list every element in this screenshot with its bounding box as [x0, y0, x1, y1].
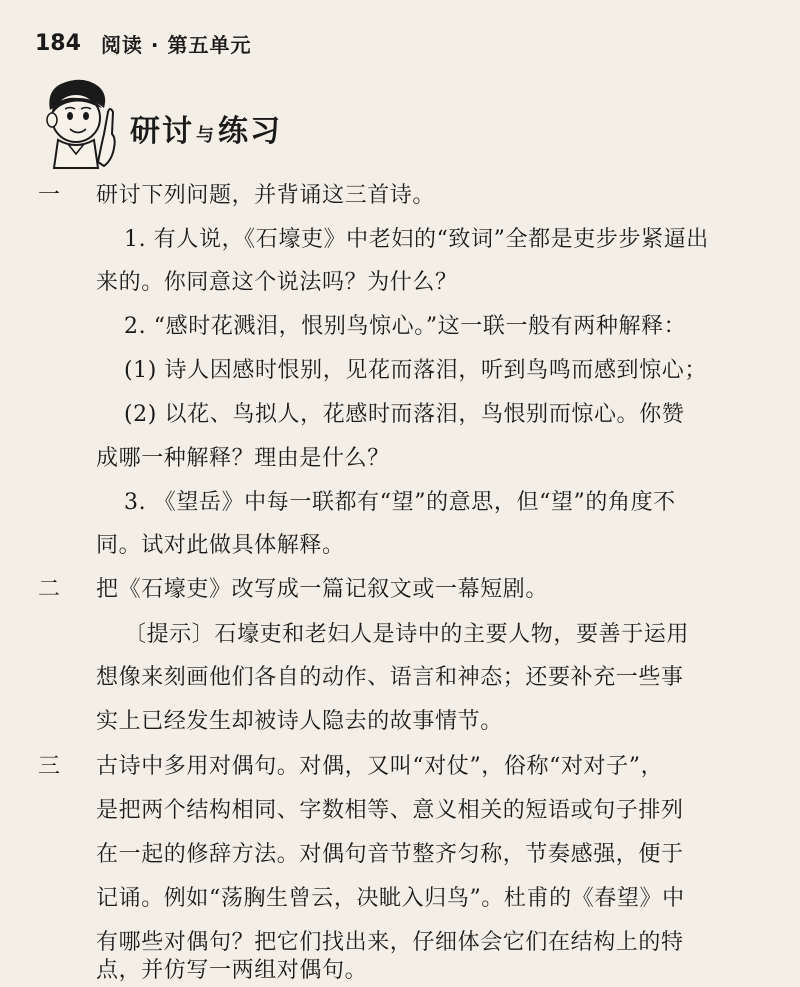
question-1-item-2-line-2: (1) 诗人因感时恨别，见花而落泪，听到鸟鸣而感到惊心； [124, 358, 707, 383]
question-1-item-2-line-1: 2. “感时花溅泪，恨别鸟惊心。”这一联一般有两种解释： [124, 314, 687, 339]
question-3-line-4: 记诵。例如“荡胸生曾云，决眦入归鸟”。杜甫的《春望》中 [96, 886, 685, 911]
question-2-number: 二 [38, 577, 61, 602]
question-1-item-2-line-3: (2) 以花、鸟拟人，花感时而落泪，鸟恨别而惊心。你赞 [124, 402, 685, 427]
section-title [130, 106, 282, 150]
question-3-line-5: 有哪些对偶句？把它们找出来，仔细体会它们在结构上的特 [96, 930, 684, 955]
section-title-part-1: 研讨 [130, 114, 194, 149]
question-1-number: 一 [38, 183, 61, 208]
section-title-connector: 与 [196, 125, 216, 146]
page-header [35, 28, 251, 58]
question-1-item-1-line-1: 1. 有人说，《石壕吏》中老妇的“致词”全都是吏步步紧逼出 [124, 227, 709, 252]
running-title: 阅读 · 第五单元 [100, 32, 252, 57]
question-1-title: 研讨下列问题，并背诵这三首诗。 [96, 183, 436, 208]
question-3-line-2: 是把两个结构相同、字数相等、意义相关的短语或句子排列 [96, 798, 684, 823]
question-2-hint-line-2: 想像来刻画他们各自的动作、语言和神态；还要补充一些事 [96, 665, 684, 690]
question-3-line-1: 古诗中多用对偶句。对偶，又叫“对仗”，俗称“对对子”， [96, 754, 664, 779]
question-3-number: 三 [38, 754, 61, 779]
section-title-part-2: 练习 [218, 114, 282, 149]
question-3-line-3: 在一起的修辞方法。对偶句音节整齐匀称，节奏感强，便于 [96, 842, 684, 867]
question-1-item-2-line-4: 成哪一种解释？理由是什么？ [96, 446, 390, 471]
page-number: 184 [35, 30, 81, 56]
question-1-item-3-line-1: 3. 《望岳》中每一联都有“望”的意思，但“望”的角度不 [124, 490, 676, 515]
question-1-item-1-line-2: 来的。你同意这个说法吗？为什么？ [96, 270, 458, 295]
question-2-hint-line-3: 实上已经发生却被诗人隐去的故事情节。 [96, 709, 503, 734]
question-2-title: 把《石壕吏》改写成一篇记叙文或一幕短剧。 [96, 577, 549, 602]
question-3-line-6: 点，并仿写一两组对偶句。 [96, 958, 368, 983]
boy-mascot-icon [32, 72, 122, 172]
question-1-item-3-line-2: 同。试对此做具体解释。 [96, 533, 345, 558]
question-2-hint-line-1: 〔提示〕石壕吏和老妇人是诗中的主要人物，要善于运用 [124, 622, 690, 647]
